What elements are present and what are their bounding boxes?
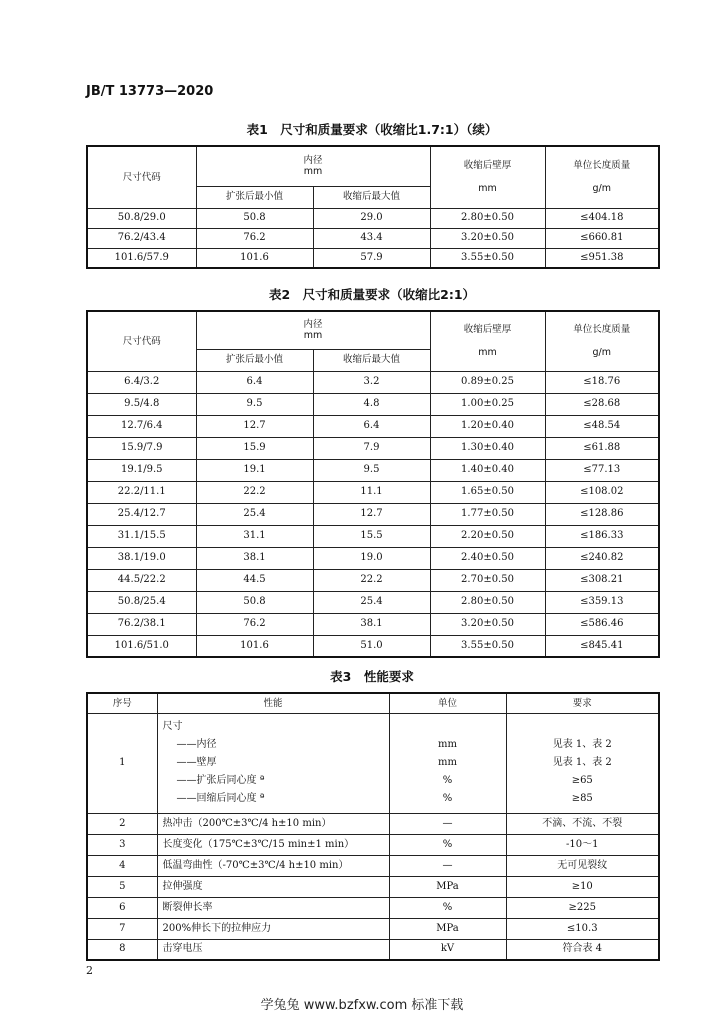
table-cell: 2.20±0.50	[430, 525, 545, 547]
table-cell: MPa	[389, 918, 506, 939]
table-cell: 76.2/38.1	[87, 613, 196, 635]
table2-header-mass: 单位长度质量 g/m	[545, 311, 659, 371]
table-cell: %	[389, 834, 506, 855]
table-cell: 热冲击（200℃±3℃/4 h±10 min）	[157, 813, 389, 834]
table-cell: 12.7	[196, 415, 313, 437]
table-cell: 1.40±0.40	[430, 459, 545, 481]
table-cell: 38.1	[313, 613, 430, 635]
table3-cell-prop: 尺寸 ——内径 ——壁厚 ——扩张后同心度 ª ——回缩后同心度 ª	[157, 713, 389, 813]
table-cell: MPa	[389, 876, 506, 897]
table-cell: 5	[87, 876, 157, 897]
table-cell: 15.5	[313, 525, 430, 547]
table-row	[87, 208, 659, 228]
table-cell: 101.6	[196, 248, 313, 268]
table-cell: —	[389, 855, 506, 876]
table-cell: 6.4	[313, 415, 430, 437]
table-row	[87, 876, 659, 897]
table-row	[87, 437, 659, 459]
table-cell: 9.5	[313, 459, 430, 481]
table-cell: 12.7	[313, 503, 430, 525]
table-cell: 44.5/22.2	[87, 569, 196, 591]
table-cell: 44.5	[196, 569, 313, 591]
table-cell: 击穿电压	[157, 939, 389, 960]
table-cell: -10～1	[506, 834, 659, 855]
table-cell: 101.6/51.0	[87, 635, 196, 657]
table-cell: 15.9/7.9	[87, 437, 196, 459]
table-cell: 12.7/6.4	[87, 415, 196, 437]
table-cell: 101.6	[196, 635, 313, 657]
table-cell: 3.20±0.50	[430, 228, 545, 248]
table-cell: 2.70±0.50	[430, 569, 545, 591]
table-cell: 低温弯曲性（-70℃±3℃/4 h±10 min）	[157, 855, 389, 876]
table-cell: ≤28.68	[545, 393, 659, 415]
table-cell: 3	[87, 834, 157, 855]
table-cell: 0.89±0.25	[430, 371, 545, 393]
table-cell: —	[389, 813, 506, 834]
table-cell: 1.77±0.50	[430, 503, 545, 525]
table-cell: 6.4	[196, 371, 313, 393]
table-cell: 22.2/11.1	[87, 481, 196, 503]
table-cell: 断裂伸长率	[157, 897, 389, 918]
table3	[86, 692, 660, 961]
table-cell: 9.5	[196, 393, 313, 415]
table-cell: 7	[87, 918, 157, 939]
table-cell: 19.0	[313, 547, 430, 569]
footer-watermark: 学兔兔 www.bzfxw.com 标准下载	[260, 998, 464, 1013]
table-cell: 19.1/9.5	[87, 459, 196, 481]
table-cell: ≤308.21	[545, 569, 659, 591]
table-cell: 76.2	[196, 228, 313, 248]
table-row	[87, 547, 659, 569]
table-cell: ≤404.18	[545, 208, 659, 228]
table-cell: ≥225	[506, 897, 659, 918]
table3-header-prop: 性能	[157, 693, 389, 713]
table-cell: 2.40±0.50	[430, 547, 545, 569]
table-cell: 3.55±0.50	[430, 635, 545, 657]
table-row	[87, 855, 659, 876]
page-number: 2	[86, 964, 93, 977]
table-cell: 57.9	[313, 248, 430, 268]
table-cell: ≤48.54	[545, 415, 659, 437]
table-row	[87, 228, 659, 248]
table-cell: 31.1/15.5	[87, 525, 196, 547]
table-row	[87, 569, 659, 591]
table-cell: 2.80±0.50	[430, 208, 545, 228]
table-cell: 76.2	[196, 613, 313, 635]
table1-header-shr-max: 收缩后最大值	[313, 186, 430, 208]
table-cell: 3.2	[313, 371, 430, 393]
table1	[86, 145, 660, 269]
table-cell: ≤108.02	[545, 481, 659, 503]
table-cell: 1.65±0.50	[430, 481, 545, 503]
table-cell: 38.1/19.0	[87, 547, 196, 569]
table2-header-id: 内径 mm	[196, 311, 430, 349]
table-cell: 长度变化（175℃±3℃/15 min±1 min）	[157, 834, 389, 855]
table2-header-exp-min: 扩张后最小值	[196, 349, 313, 371]
table-cell: 3.20±0.50	[430, 613, 545, 635]
table-cell: 43.4	[313, 228, 430, 248]
table-cell: 3.55±0.50	[430, 248, 545, 268]
table2-header-shr-max: 收缩后最大值	[313, 349, 430, 371]
table-cell: ≤951.38	[545, 248, 659, 268]
table-cell: 22.2	[313, 569, 430, 591]
table-row	[87, 834, 659, 855]
table-cell: ≤18.76	[545, 371, 659, 393]
table-row	[87, 918, 659, 939]
table3-header-no: 序号	[87, 693, 157, 713]
table-cell: 8	[87, 939, 157, 960]
table-cell: 22.2	[196, 481, 313, 503]
table-cell: 6	[87, 897, 157, 918]
table-cell: 1.20±0.40	[430, 415, 545, 437]
table-cell: 50.8	[196, 208, 313, 228]
table-cell: ≤359.13	[545, 591, 659, 613]
table-cell: 76.2/43.4	[87, 228, 196, 248]
table-row	[87, 415, 659, 437]
table3-cell-no: 1	[87, 713, 157, 813]
table-cell: kV	[389, 939, 506, 960]
table-cell: 1.00±0.25	[430, 393, 545, 415]
standard-number: JB/T 13773—2020	[86, 84, 214, 99]
table-cell: 不滴、不流、不裂	[506, 813, 659, 834]
table3-row-size	[87, 713, 659, 813]
table-cell: 符合表 4	[506, 939, 659, 960]
table-row	[87, 248, 659, 268]
table-cell: ≤186.33	[545, 525, 659, 547]
table-row	[87, 393, 659, 415]
table2-header-code: 尺寸代码	[87, 311, 196, 371]
table-cell: 31.1	[196, 525, 313, 547]
table-cell: 无可见裂纹	[506, 855, 659, 876]
table-cell: ≤10.3	[506, 918, 659, 939]
table-cell: 9.5/4.8	[87, 393, 196, 415]
table-cell: 6.4/3.2	[87, 371, 196, 393]
table-row	[87, 591, 659, 613]
table-cell: 拉伸强度	[157, 876, 389, 897]
table-cell: 2	[87, 813, 157, 834]
table-cell: 29.0	[313, 208, 430, 228]
table-row	[87, 459, 659, 481]
table-cell: 1.30±0.40	[430, 437, 545, 459]
table2	[86, 310, 660, 658]
table1-header-wall: 收缩后壁厚 mm	[430, 146, 545, 208]
table-cell: 25.4	[196, 503, 313, 525]
table-cell: 25.4	[313, 591, 430, 613]
table-cell: 2.80±0.50	[430, 591, 545, 613]
table-cell: ≤128.86	[545, 503, 659, 525]
table-cell: ≤586.46	[545, 613, 659, 635]
table1-header-exp-min: 扩张后最小值	[196, 186, 313, 208]
table-row	[87, 613, 659, 635]
table-cell: 15.9	[196, 437, 313, 459]
table-cell: 50.8/25.4	[87, 591, 196, 613]
table-cell: 19.1	[196, 459, 313, 481]
table-cell: ≤77.13	[545, 459, 659, 481]
table2-caption: 表2 尺寸和质量要求（收缩比2:1）	[268, 287, 476, 302]
table1-header-code: 尺寸代码	[87, 146, 196, 208]
table3-cell-unit: mm mm % %	[389, 713, 506, 813]
table-row	[87, 503, 659, 525]
table-cell: 38.1	[196, 547, 313, 569]
table3-header-req: 要求	[506, 693, 659, 713]
table-cell: 50.8	[196, 591, 313, 613]
table-row	[87, 897, 659, 918]
table-cell: 4.8	[313, 393, 430, 415]
table-row	[87, 371, 659, 393]
table-row	[87, 525, 659, 547]
table-row	[87, 635, 659, 657]
table-cell: ≤660.81	[545, 228, 659, 248]
table-row	[87, 813, 659, 834]
table-row	[87, 939, 659, 960]
table3-caption: 表3 性能要求	[330, 669, 414, 684]
table-cell: 51.0	[313, 635, 430, 657]
table-cell: 25.4/12.7	[87, 503, 196, 525]
table1-header-id: 内径 mm	[196, 146, 430, 186]
table-cell: 101.6/57.9	[87, 248, 196, 268]
table-cell: ≤61.88	[545, 437, 659, 459]
table-cell: 7.9	[313, 437, 430, 459]
table-cell: %	[389, 897, 506, 918]
table-cell: ≤240.82	[545, 547, 659, 569]
table-row	[87, 481, 659, 503]
table3-cell-req: 见表 1、表 2 见表 1、表 2 ≥65 ≥85	[506, 713, 659, 813]
table3-header-unit: 单位	[389, 693, 506, 713]
table-cell: 200%伸长下的拉伸应力	[157, 918, 389, 939]
table-cell: ≤845.41	[545, 635, 659, 657]
table2-header-wall: 收缩后壁厚 mm	[430, 311, 545, 371]
table-cell: 11.1	[313, 481, 430, 503]
table-cell: 50.8/29.0	[87, 208, 196, 228]
table1-caption: 表1 尺寸和质量要求（收缩比1.7:1）（续）	[246, 122, 498, 137]
table-cell: ≥10	[506, 876, 659, 897]
table-cell: 4	[87, 855, 157, 876]
table1-header-mass: 单位长度质量 g/m	[545, 146, 659, 208]
